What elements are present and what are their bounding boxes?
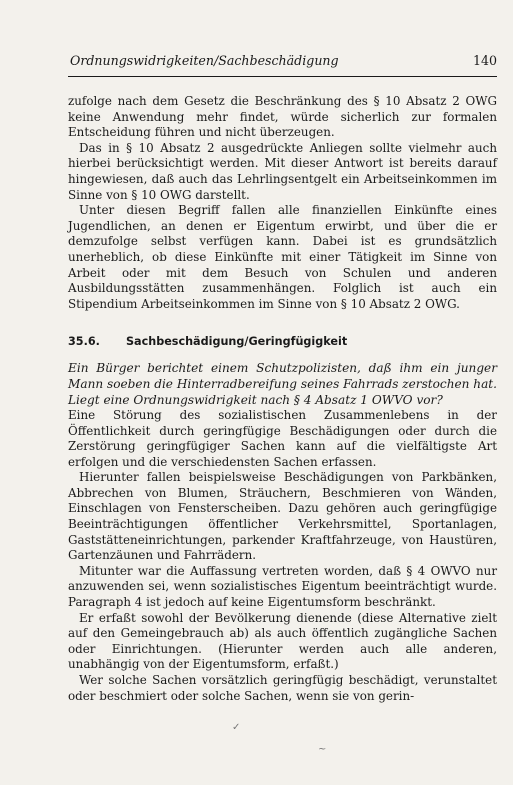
paragraph: Hierunter fallen beispielsweise Beschädigungen von Parkbänken, Abbrechen von Blumen, Sträuchern, Beschmieren von Wänden, Einschlagen von Fensterscheiben. Dazu gehören auch geringfügige Beeinträchtigungen öffentlicher Verkehrsmittel, Sportanlagen, Gaststätteneinrichtungen, parkender Kraftfahrzeuge, von Haustüren, Gartenzäunen und Fahrrädern. [68, 470, 497, 563]
case-question: Ein Bürger berichtet einem Schutzpolizisten, daß ihm ein junger Mann soeben die Hinterradbereifung seines Fahrrads zerstochen hat. Liegt eine Ordnungswidrigkeit nach § 4 Absatz 1 OWVO vor? [68, 360, 497, 407]
section-heading [68, 334, 497, 350]
page-number: 140 [472, 53, 497, 68]
page-body [68, 94, 497, 704]
header-rule [68, 76, 497, 77]
paragraph: Unter diesen Begriff fallen alle finanziellen Einkünfte eines Jugendlichen, an denen er Eigentum erwirbt, und über die er demzufolge selbst verfügen kann. Dabei ist es grundsätzlich unerheblich, ob diese Einkünfte mit einer Tätigkeit im Sinne von Arbeit oder mit dem Besuch von Schulen und anderen Ausbildungsstätten zusammenhängen. Folglich ist auch ein Stipendium Arbeitseinkommen im Sinne von § 10 Absatz 2 OWG. [68, 203, 497, 311]
paragraph: Eine Störung des sozialistischen Zusammenlebens in der Öffentlichkeit durch geringfügige Beschädigungen oder durch die Zerstörung geringfügiger Sachen kann auf die vielfältigste Art erfolgen und die verschiedensten Sachen erfassen. [68, 407, 497, 469]
running-head [70, 53, 497, 73]
pencil-mark: ~ [318, 744, 327, 755]
section-title: Sachbeschädigung/Geringfügigkeit [126, 335, 348, 349]
paragraph: Wer solche Sachen vorsätzlich geringfügig beschädigt, verunstaltet oder beschmiert oder solche Sachen, wenn sie von gerin- [68, 673, 497, 703]
section-number: 35.6. [68, 335, 100, 349]
paragraph: Er erfaßt sowohl der Bevölkerung dienende (diese Alternative zielt auf den Gemeingebrauch ab) als auch öffentlich zugängliche Sachen oder Einrichtungen. (Hierunter werden auch alle anderen, unabhängig von der Eigentumsform, erfaßt.) [68, 610, 497, 672]
paragraph: zufolge nach dem Gesetz die Beschränkung des § 10 Absatz 2 OWG keine Anwendung mehr findet, würde sicherlich zur formalen Entscheidung führen und nicht überzeugen. [68, 94, 497, 140]
running-head-title: Ordnungswidrigkeiten/Sachbeschädigung [70, 53, 339, 68]
pencil-mark: ✓ [232, 722, 241, 733]
paragraph: Das in § 10 Absatz 2 ausgedrückte Anliegen sollte vielmehr auch hierbei berücksichtigt werden. Mit dieser Antwort ist bereits darauf hingewiesen, daß auch das Lehrlingsentgelt ein Arbeitseinkommen im Sinne von § 10 OWG darstellt. [68, 140, 497, 202]
paragraph: Mitunter war die Auffassung vertreten worden, daß § 4 OWVO nur anzuwenden sei, wenn sozialistisches Eigentum beeinträchtigt wurde. Paragraph 4 ist jedoch auf keine Eigentumsform beschränkt. [68, 563, 497, 610]
